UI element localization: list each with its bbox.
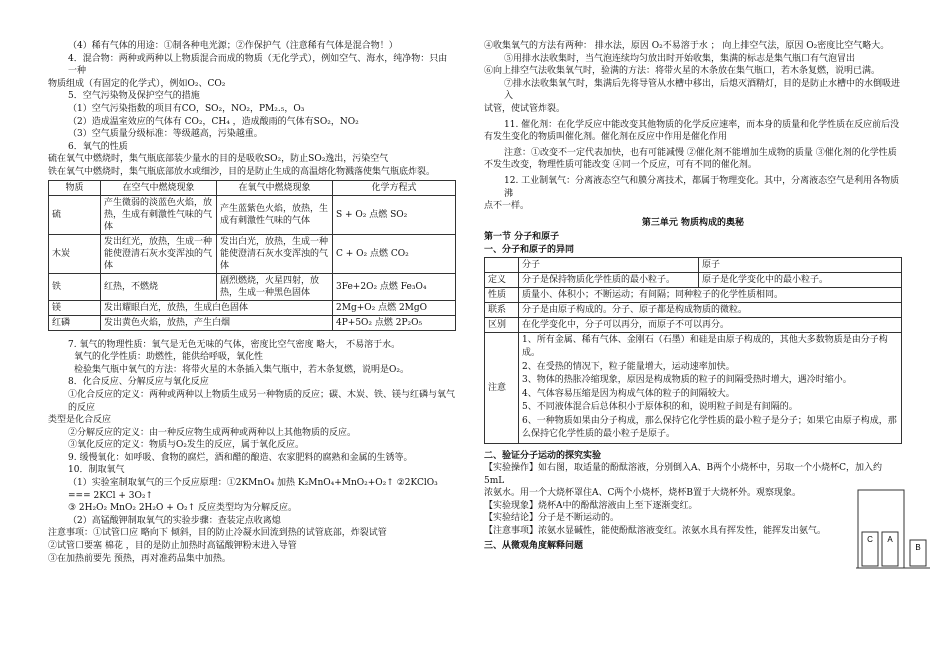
line-reaction-types: 8．化合反应、分解反应与氧化反应 (68, 377, 209, 388)
table-cell (519, 332, 902, 443)
table-cell: C + O₂ 点燃 CO₂ (333, 234, 456, 273)
line-combination-def-2: 类型是化合反应 (48, 415, 112, 426)
line-catalyst-notes-2: 不发生改变，物理性质可能改变 ④同一个反应，可有不同的催化剂。 (484, 160, 757, 171)
line-oxygen-prep: 10．制取氧气 (68, 465, 125, 476)
table-header: 物质 (49, 180, 101, 195)
table-row (49, 195, 456, 234)
line-catalyst-notes: 注意：①改变不一定代表加快，也有可能减慢 ②催化剂不能增加生成物的质量 ③催化剂的化学性质 (504, 147, 897, 158)
table-cell: 镁 (49, 300, 101, 315)
table-cell: 发出红光，放热，生成一种能使澄清石灰水变浑浊的气体 (101, 234, 217, 273)
line-mixture-def: 4．混合物：两种或两种以上物质混合而成的物质（无化学式），例如空气、海水，纯净物：只由一种 (68, 53, 448, 77)
table-row (485, 272, 902, 287)
table-row-label: 性质 (485, 287, 519, 302)
table-header: 分子 (519, 257, 699, 272)
beaker-label: B (915, 543, 921, 552)
table-row-label: 联系 (485, 302, 519, 317)
line-industrial-oxygen-2: 点不一样。 (484, 201, 530, 212)
table-row (49, 234, 456, 273)
line-combination-def: ①化合反应的定义：两种或两种以上物质生成另一种物质的反应；碳、木炭、铁、镁与红磷与氧气的反应 (68, 389, 456, 413)
table-row (485, 317, 902, 332)
beaker-label: C (867, 535, 873, 544)
large-beaker (858, 490, 904, 568)
beaker-label: A (887, 535, 893, 544)
molecule-atom-table (484, 257, 902, 444)
left-column (48, 40, 456, 565)
table-cell: 铁 (49, 273, 101, 300)
table-header-row (49, 180, 456, 195)
line-air-quality: （3）空气质量分级标准：等级越高，污染越重。 (68, 129, 263, 140)
line-iron-note: 铁在氧气中燃烧时，集气瓶底部放水或细沙，目的是防止生成的高温熔化物溅落使集气瓶底炸裂。 (48, 166, 436, 177)
note-item: 5、不同液体混合后总体积小于原体积的和，说明粒子间是有间隔的。 (522, 402, 798, 412)
line-collect-methods: ④收集氧气的方法有两种： 排水法，原因 O₂不易溶于水 ； 向上排空气法，原因 O₂密度比空气略大。 (484, 41, 890, 51)
right-column (484, 40, 902, 552)
line-physical-props: 7. 氧气的物理性质：氧气是无色无味的气体，密度比空气密度 略大， 不易溶于水。 (68, 339, 401, 350)
line-experiment-op-2: 浓氨水。用一个大烧杯罩住A、C两个小烧杯，烧杯B置于大烧杯外。观察现象。 (484, 488, 802, 499)
table-row (49, 315, 456, 330)
table-header: 在氧气中燃烧现象 (217, 180, 333, 195)
line-notes-3: ③在加热前要先 预热，再对准药品集中加热。 (48, 553, 231, 564)
line-oxygen-test: 检验集气瓶中氧气的方法：将带火星的木条插入集气瓶中，若木条复燃，说明是O₂。 (74, 364, 409, 375)
unit-title: 第三单元 物质构成的奥秘 (641, 217, 745, 228)
table-row-label: 定义 (485, 272, 519, 287)
line-industrial-oxygen: 12. 工业制氧气：分离液态空气和膜分离技术，都属于物理变化。其中，分离液态空气是利用各物质沸 (504, 175, 900, 199)
table-cell: 3Fe+2O₂ 点燃 Fe₃O₄ (333, 273, 456, 300)
line-finish-steps-2: 试管，使试管炸裂。 (484, 103, 566, 114)
note-item: 4、气体容易压缩是因为构成气体的粒子的间隔较大。 (522, 388, 735, 399)
line-mixture-def-2: 物质组成（有固定的化学式），例如O₂、CO₂ (48, 78, 226, 89)
line-air-collect-test: ⑥向上排空气法收集氧气时，验满的方法：将带火星的木条放在集气瓶口，若木条复燃，说明已满。 (484, 66, 881, 77)
table-cell: 红磷 (49, 315, 101, 330)
table-cell: 产生微弱的淡蓝色火焰，放热，生成有刺激性气味的气体 (101, 195, 217, 234)
table-cell: 分子是由原子构成的。分子、原子都是构成物质的微粒。 (519, 302, 902, 317)
line-finish-steps: ⑦排水法收集氧气时，集满后先将导管从水槽中移出，后熄灭酒精灯，目的是防止水槽中的水倒吸进入 (504, 78, 901, 102)
line-water-collect: ⑤用排水法收集时，当气泡连续均匀放出时开始收集，集满的标志是集气瓶口有气泡冒出 (504, 53, 856, 64)
table-row (49, 300, 456, 315)
combustion-table (48, 180, 456, 331)
line-kmno4-steps: （2）高锰酸钾制取氧气的实验步骤：查装定点收离熄 (68, 515, 281, 526)
table-cell: 质量小、体积小；不断运动；有间隔；同种粒子的化学性质相同。 (519, 287, 902, 302)
line-experiment-conclusion: 【实验结论】分子是不断运动的。 (484, 513, 620, 524)
table-cell: 产生蓝紫色火焰，放热，生成有刺激性气味的气体 (217, 195, 333, 234)
table-row (49, 273, 456, 300)
table-header-row (485, 257, 902, 272)
table-cell: 分子是保持物质化学性质的最小粒子。 (519, 272, 699, 287)
section-title: 第一节 分子和原子 (484, 232, 560, 243)
line-three-reactions: （1）实验室制取氧气的三个反应原理：①2KMnO₄ 加热 K₂MnO₄+MnO₂+O₂↑ ②2KClO₃ === 2KCl + 3O₂↑ (68, 478, 438, 501)
line-chemical-props: 氧气的化学性质：助燃性，能供给呼吸，氧化性 (74, 352, 264, 363)
table-cell (485, 257, 519, 272)
line-experiment-phenomenon: 【实验现象】烧杯A中的酚酞溶液由上至下逐渐变红。 (484, 500, 698, 511)
line-catalyst-def: 11. 催化剂：在化学反应中能改变其他物质的化学反应速率，而本身的质量和化学性质在反应前后没 (504, 119, 900, 130)
line-h2o2-reaction: ③ 2H₂O₂ MnO₂ 2H₂O + O₂↑ 反应类型均为分解反应。 (68, 503, 298, 514)
section-micro-title: 三、从微观角度解释问题 (484, 540, 584, 551)
line-sulfur-note: 硫在氧气中燃烧时，集气瓶底部装少量水的目的是吸收SO₂，防止SO₂逸出，污染空气 (48, 154, 389, 165)
line-rare-gas-use: （4）稀有气体的用途：①制各种电光源；②作保护气（注意稀有气体是混合物！） (68, 41, 398, 51)
section-experiment-title: 二、验证分子运动的探究实验 (484, 450, 602, 461)
table-cell: 原子是化学变化中的最小粒子。 (699, 272, 902, 287)
table-header: 化学方程式 (333, 180, 456, 195)
line-experiment-notes: 【注意事项】浓氨水显碱性，能使酚酞溶液变红。浓氨水具有挥发性，能挥发出氨气。 (484, 526, 827, 537)
table-cell: 发出耀眼白光，放热，生成白色固体 (101, 300, 333, 315)
table-row (485, 332, 902, 443)
note-item: 2、在受热的情况下，粒子能量增大，运动速率加快。 (522, 361, 735, 372)
line-oxygen-properties: 6．氧气的性质 (68, 141, 128, 152)
line-notes-2: ②试管口要塞 棉花 ，目的是防止加热时高锰酸钾粉末进入导管 (48, 541, 297, 552)
line-slow-oxidation: 9. 缓慢氧化：如呼吸、食物的腐烂，酒和醋的酿造、农家肥料的腐熟和金属的生锈等。 (68, 452, 413, 463)
table-cell: 硫 (49, 195, 101, 234)
table-cell: 红热，不燃烧 (101, 273, 217, 300)
line-catalyst-def-2: 有发生变化的物质叫催化剂。催化剂在反应中作用是催化作用 (484, 132, 728, 143)
table-row (485, 287, 902, 302)
table-cell: 剧烈燃烧，火星四射，放热，生成一种黑色固体 (217, 273, 333, 300)
table-cell: S + O₂ 点燃 SO₂ (333, 195, 456, 234)
line-experiment-op: 【实验操作】如右图，取适量的酚酞溶液，分别倒入A、B两个小烧杯中，另取一个小烧杯C，加入约5mL (484, 463, 883, 486)
line-greenhouse: （2）造成温室效应的气体有 CO₂，CH₄ ，造成酸雨的气体有SO₂，NO₂ (68, 116, 359, 127)
note-item: 1、所有金属、稀有气体、金刚石（石墨）和硅是由原子构成的，其他大多数物质是由分子构成。 (522, 334, 888, 358)
table-row-label: 注意 (485, 332, 519, 443)
table-header: 在空气中燃烧现象 (101, 180, 217, 195)
line-notes-1: 注意事项：①试管口应 略向下 倾斜，目的防止冷凝水回流到热的试管底部，炸裂试管 (48, 528, 387, 539)
table-cell: 在化学变化中，分子可以再分，而原子不可以再分。 (519, 317, 902, 332)
table-cell: 发出黄色火焰，放热，产生白烟 (101, 315, 333, 330)
note-item: 6、一种物质如果由分子构成，那么保持它化学性质的最小粒子是分子；如果它由原子构成，那么保持它化学性质的最小粒子是原子。 (522, 415, 897, 439)
note-item: 3、物体的热胀冷缩现象，原因是构成物质的粒子的间隔受热时增大，遇冷时缩小。 (522, 375, 852, 385)
table-cell: 2Mg+O₂ 点燃 2MgO (333, 300, 456, 315)
section-subtitle: 一、分子和原子的异同 (484, 244, 575, 255)
table-cell: 发出白光，放热，生成一种能使澄清石灰水变浑浊的气体 (217, 234, 333, 273)
table-header: 原子 (699, 257, 902, 272)
beaker-diagram (856, 480, 930, 572)
table-cell: 4P+5O₂ 点燃 2P₂O₅ (333, 315, 456, 330)
table-cell: 木炭 (49, 234, 101, 273)
table-row-label: 区别 (485, 317, 519, 332)
line-decomposition-def: ②分解反应的定义：由一种反应物生成两种或两种以上其他物质的反应。 (68, 427, 357, 438)
line-pollutants: （1）空气污染指数的项目有CO，SO₂，NO₂，PM₂.₅，O₃ (68, 103, 305, 114)
table-row (485, 302, 902, 317)
line-air-pollution-heading: 5．空气污染物及保护空气的措施 (68, 91, 200, 102)
line-oxidation-def: ③氧化反应的定义：物质与O₂发生的反应，属于氧化反应。 (68, 440, 304, 451)
